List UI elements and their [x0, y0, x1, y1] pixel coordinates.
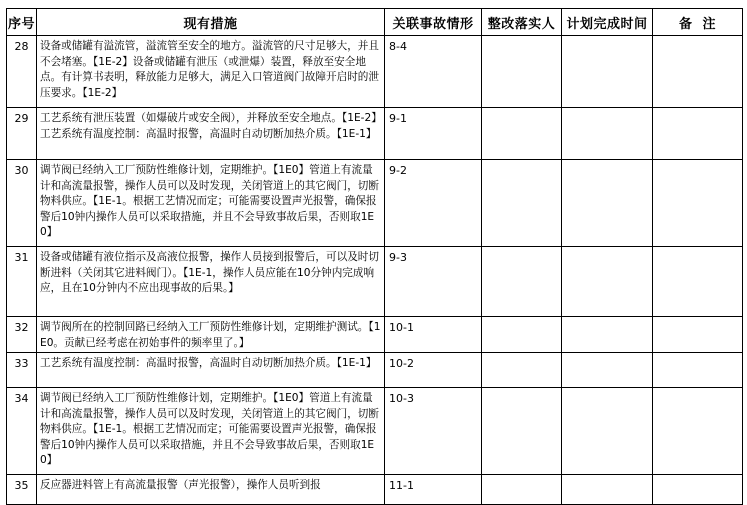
row-deadline[interactable] [562, 317, 653, 353]
row-no: 33 [7, 353, 37, 388]
table-row [7, 388, 743, 475]
row-remark[interactable] [653, 317, 743, 353]
row-no: 30 [7, 160, 37, 247]
row-measure: 反应器进料管上有高流量报警（声光报警），操作人员听到报 [37, 475, 385, 505]
table-row [7, 108, 743, 160]
row-ref: 10-3 [385, 388, 482, 475]
row-no: 31 [7, 247, 37, 317]
row-measure: 调节阀所在的控制回路已经纳入工厂预防性维修计划，定期维护测试。【1E0。贡献已经考虑在初始事件的频率里了。】 [37, 317, 385, 353]
row-owner[interactable] [482, 36, 562, 108]
header-ref: 关联事故情形 [385, 9, 482, 36]
row-measure: 调节阀已经纳入工厂预防性维修计划，定期维护。【1E0】管道上有流量计和高流量报警，操作人员可以及时发现，关闭管道上的其它阀门，切断物料供应。【1E-1。根据工艺情况而定；可能需要设置声光报警，确保报警后10钟内操作人员可以采取措施，并且不会导致事故后果，否则取1E0】 [37, 388, 385, 475]
header-remark: 备 注 [653, 9, 743, 36]
row-remark[interactable] [653, 388, 743, 475]
row-no: 32 [7, 317, 37, 353]
row-deadline[interactable] [562, 247, 653, 317]
row-ref: 10-2 [385, 353, 482, 388]
row-deadline[interactable] [562, 353, 653, 388]
row-measure: 调节阀已经纳入工厂预防性维修计划，定期维护。【1E0】管道上有流量计和高流量报警，操作人员可以及时发现，关闭管道上的其它阀门，切断物料供应。【1E-1。根据工艺情况而定；可能需要设置声光报警，确保报警后10钟内操作人员可以采取措施，并且不会导致事故后果，否则取1E0】 [37, 160, 385, 247]
row-owner[interactable] [482, 247, 562, 317]
table-row [7, 353, 743, 388]
row-ref: 11-1 [385, 475, 482, 505]
row-deadline[interactable] [562, 160, 653, 247]
row-measure: 设备或储罐有液位指示及高液位报警，操作人员接到报警后，可以及时切断进料（关闭其它进料阀门）。【1E-1，操作人员应能在10分钟内完成响应，且在10分钟内不应出现事故的后果。】 [37, 247, 385, 317]
row-deadline[interactable] [562, 36, 653, 108]
row-no: 34 [7, 388, 37, 475]
row-owner[interactable] [482, 108, 562, 160]
row-remark[interactable] [653, 475, 743, 505]
row-owner[interactable] [482, 475, 562, 505]
row-no: 35 [7, 475, 37, 505]
row-owner[interactable] [482, 388, 562, 475]
row-ref: 9-3 [385, 247, 482, 317]
row-no: 28 [7, 36, 37, 108]
measures-table [6, 8, 743, 505]
row-measure: 设备或储罐有溢流管，溢流管至安全的地方。溢流管的尺寸足够大，并且不会堵塞。【1E-2】设备或储罐有泄压（或泄爆）装置，释放至安全地点。有计算书表明，释放能力足够大，满足入口管道阀门故障开启时的泄压要求。【1E-2】 [37, 36, 385, 108]
row-deadline[interactable] [562, 388, 653, 475]
row-deadline[interactable] [562, 475, 653, 505]
row-remark[interactable] [653, 247, 743, 317]
row-ref: 8-4 [385, 36, 482, 108]
table-row [7, 36, 743, 108]
row-owner[interactable] [482, 317, 562, 353]
row-ref: 9-2 [385, 160, 482, 247]
header-row [7, 9, 743, 36]
row-remark[interactable] [653, 160, 743, 247]
row-measure: 工艺系统有泄压装置（如爆破片或安全阀），并释放至安全地点。【1E-2】工艺系统有温度控制：高温时报警，高温时自动切断加热介质。【1E-1】 [37, 108, 385, 160]
row-remark[interactable] [653, 36, 743, 108]
row-remark[interactable] [653, 353, 743, 388]
row-ref: 9-1 [385, 108, 482, 160]
row-no: 29 [7, 108, 37, 160]
header-no: 序号 [7, 9, 37, 36]
row-deadline[interactable] [562, 108, 653, 160]
table-row [7, 317, 743, 353]
table-row [7, 475, 743, 505]
header-deadline: 计划完成时间 [562, 9, 653, 36]
row-remark[interactable] [653, 108, 743, 160]
row-owner[interactable] [482, 160, 562, 247]
table-row [7, 160, 743, 247]
table-row [7, 247, 743, 317]
header-owner: 整改落实人 [482, 9, 562, 36]
row-ref: 10-1 [385, 317, 482, 353]
header-measure: 现有措施 [37, 9, 385, 36]
row-owner[interactable] [482, 353, 562, 388]
row-measure: 工艺系统有温度控制：高温时报警，高温时自动切断加热介质。【1E-1】 [37, 353, 385, 388]
